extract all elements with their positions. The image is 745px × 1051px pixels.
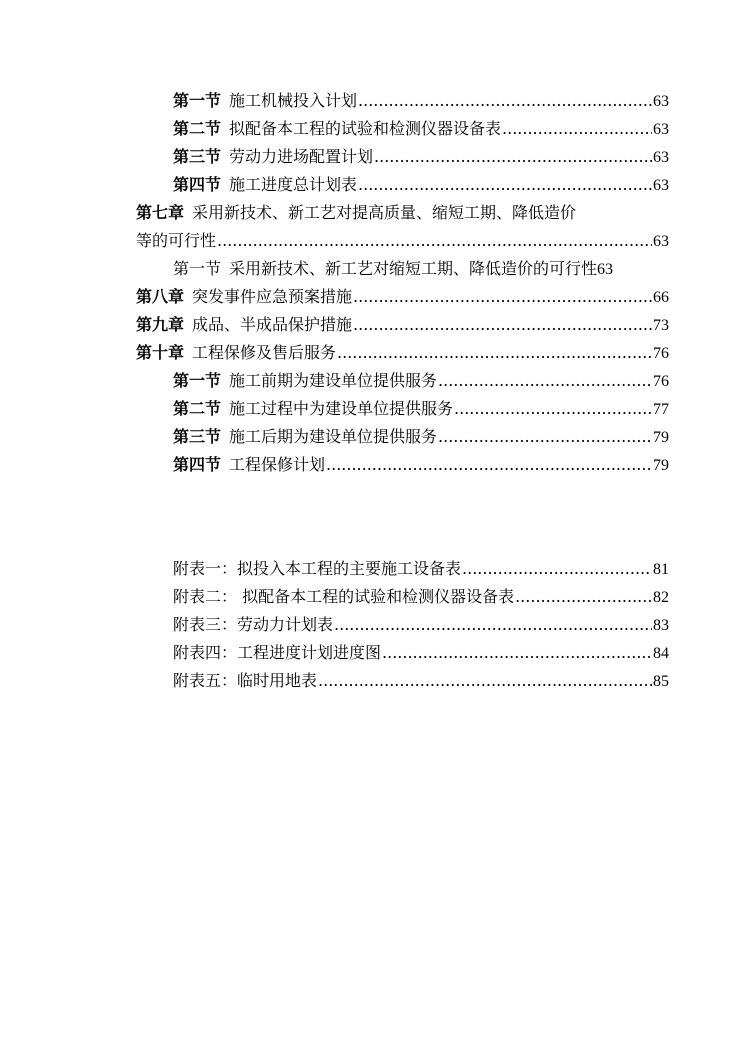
- appendix-entry[interactable]: [173, 671, 669, 691]
- appendix-entry-title: 附表四：工程进度计划进度图: [173, 643, 382, 662]
- toc-entry-page: 63: [653, 233, 669, 250]
- toc-entry-label: 第八章: [136, 287, 185, 306]
- toc-leader-dots: [502, 119, 652, 139]
- toc-entry-page: 63: [597, 261, 614, 278]
- toc-entry-page: 63: [653, 121, 669, 138]
- toc-leader-dots: [438, 371, 652, 391]
- toc-entry[interactable]: [173, 119, 669, 139]
- toc-entry-page: 79: [653, 457, 669, 474]
- appendix-entry-page: 81: [653, 561, 669, 578]
- toc-leader-dots: [353, 287, 652, 307]
- toc-entry[interactable]: [173, 399, 669, 419]
- toc-entry-title: 工程保修计划: [229, 455, 326, 474]
- appendix-entry-title: 附表三：劳动力计划表: [173, 615, 334, 634]
- toc-entry-page: 66: [653, 289, 669, 306]
- toc-leader-dots: [217, 231, 652, 251]
- toc-entry-title: 拟配备本工程的试验和检测仪器设备表: [229, 119, 502, 138]
- toc-entry-label: 第二节: [173, 119, 222, 138]
- toc-entry-page: 79: [653, 429, 669, 446]
- toc-entry-title: 劳动力进场配置计划: [229, 147, 374, 166]
- toc-entry-label: 第二节: [173, 399, 222, 418]
- toc-entry[interactable]: [173, 371, 669, 391]
- toc-entry-page: 76: [653, 345, 669, 362]
- toc-entry[interactable]: [173, 455, 669, 475]
- toc-leader-dots: [462, 559, 652, 579]
- toc-leader-dots: [353, 315, 652, 335]
- toc-leader-dots: [374, 147, 652, 167]
- toc-entry[interactable]: [173, 175, 669, 195]
- toc-entry-label: 第十章: [136, 343, 185, 362]
- toc-leader-dots: [326, 455, 652, 475]
- appendix-entry-page: 84: [653, 645, 669, 662]
- toc-entry-label: 第四节: [173, 175, 222, 194]
- toc-entry-label: 第一节: [173, 371, 222, 390]
- toc-entry-title: 施工进度总计划表: [229, 175, 358, 194]
- toc-entry-title: 工程保修及售后服务: [192, 343, 337, 362]
- toc-entry-label: 第七章: [136, 203, 185, 222]
- appendix-entry-title: 附表五：临时用地表: [173, 671, 318, 690]
- appendix-entry[interactable]: [173, 615, 669, 635]
- toc-entry-label: 第九章: [136, 315, 185, 334]
- toc-chapter-entry[interactable]: [136, 343, 669, 363]
- toc-entry-page: 73: [653, 317, 669, 334]
- toc-entry-title: 施工机械投入计划: [229, 91, 358, 110]
- toc-entry-label: 第三节: [173, 427, 222, 446]
- toc-entry-label: 第四节: [173, 455, 222, 474]
- appendix-entry[interactable]: [173, 587, 669, 607]
- toc-leader-dots: [382, 643, 652, 663]
- toc-entry-label: 第一节: [173, 259, 222, 278]
- toc-entry-title: 施工前期为建设单位提供服务: [229, 371, 438, 390]
- toc-leader-dots: [334, 615, 652, 635]
- toc-chapter-entry[interactable]: [136, 203, 576, 223]
- appendix-entry-title: 附表二： 拟配备本工程的试验和检测仪器设备表: [173, 587, 515, 606]
- toc-leader-dots: [515, 587, 652, 607]
- toc-entry-page: 63: [653, 177, 669, 194]
- toc-chapter-entry[interactable]: [136, 315, 669, 335]
- toc-leader-dots: [454, 399, 652, 419]
- toc-entry[interactable]: [173, 259, 613, 280]
- toc-entry[interactable]: [173, 91, 669, 111]
- toc-entry-title: 施工后期为建设单位提供服务: [229, 427, 438, 446]
- toc-entry-page: 63: [653, 149, 669, 166]
- toc-entry-title: 突发事件应急预案措施: [192, 287, 353, 306]
- appendix-entry-page: 82: [653, 589, 669, 606]
- toc-entry-continuation[interactable]: [136, 231, 669, 251]
- appendix-entry-page: 83: [653, 617, 669, 634]
- appendix-entry[interactable]: [173, 643, 669, 663]
- toc-entry-title: 施工过程中为建设单位提供服务: [229, 399, 454, 418]
- toc-entry-label: 第三节: [173, 147, 222, 166]
- toc-entry-label: 第一节: [173, 91, 222, 110]
- toc-leader-dots: [438, 427, 652, 447]
- toc-entry-title-continuation: 等的可行性: [136, 231, 217, 250]
- toc-entry-page: 63: [653, 93, 669, 110]
- toc-entry[interactable]: [173, 427, 669, 447]
- toc-entry-page: 76: [653, 373, 669, 390]
- appendix-entry-page: 85: [653, 673, 669, 690]
- toc-entry-title: 成品、半成品保护措施: [192, 315, 353, 334]
- toc-chapter-entry[interactable]: [136, 287, 669, 307]
- appendix-entry[interactable]: [173, 559, 669, 579]
- appendix-entry-title: 附表一：拟投入本工程的主要施工设备表: [173, 559, 462, 578]
- toc-leader-dots: [337, 343, 652, 363]
- toc-entry-title: 采用新技术、新工艺对缩短工期、降低造价的可行性: [229, 259, 598, 278]
- toc-leader-dots: [318, 671, 652, 691]
- toc-entry[interactable]: [173, 147, 669, 167]
- toc-entry-title: 采用新技术、新工艺对提高质量、缩短工期、降低造价: [192, 203, 577, 222]
- toc-entry-page: 77: [653, 401, 669, 418]
- toc-leader-dots: [358, 175, 652, 195]
- toc-leader-dots: [358, 91, 652, 111]
